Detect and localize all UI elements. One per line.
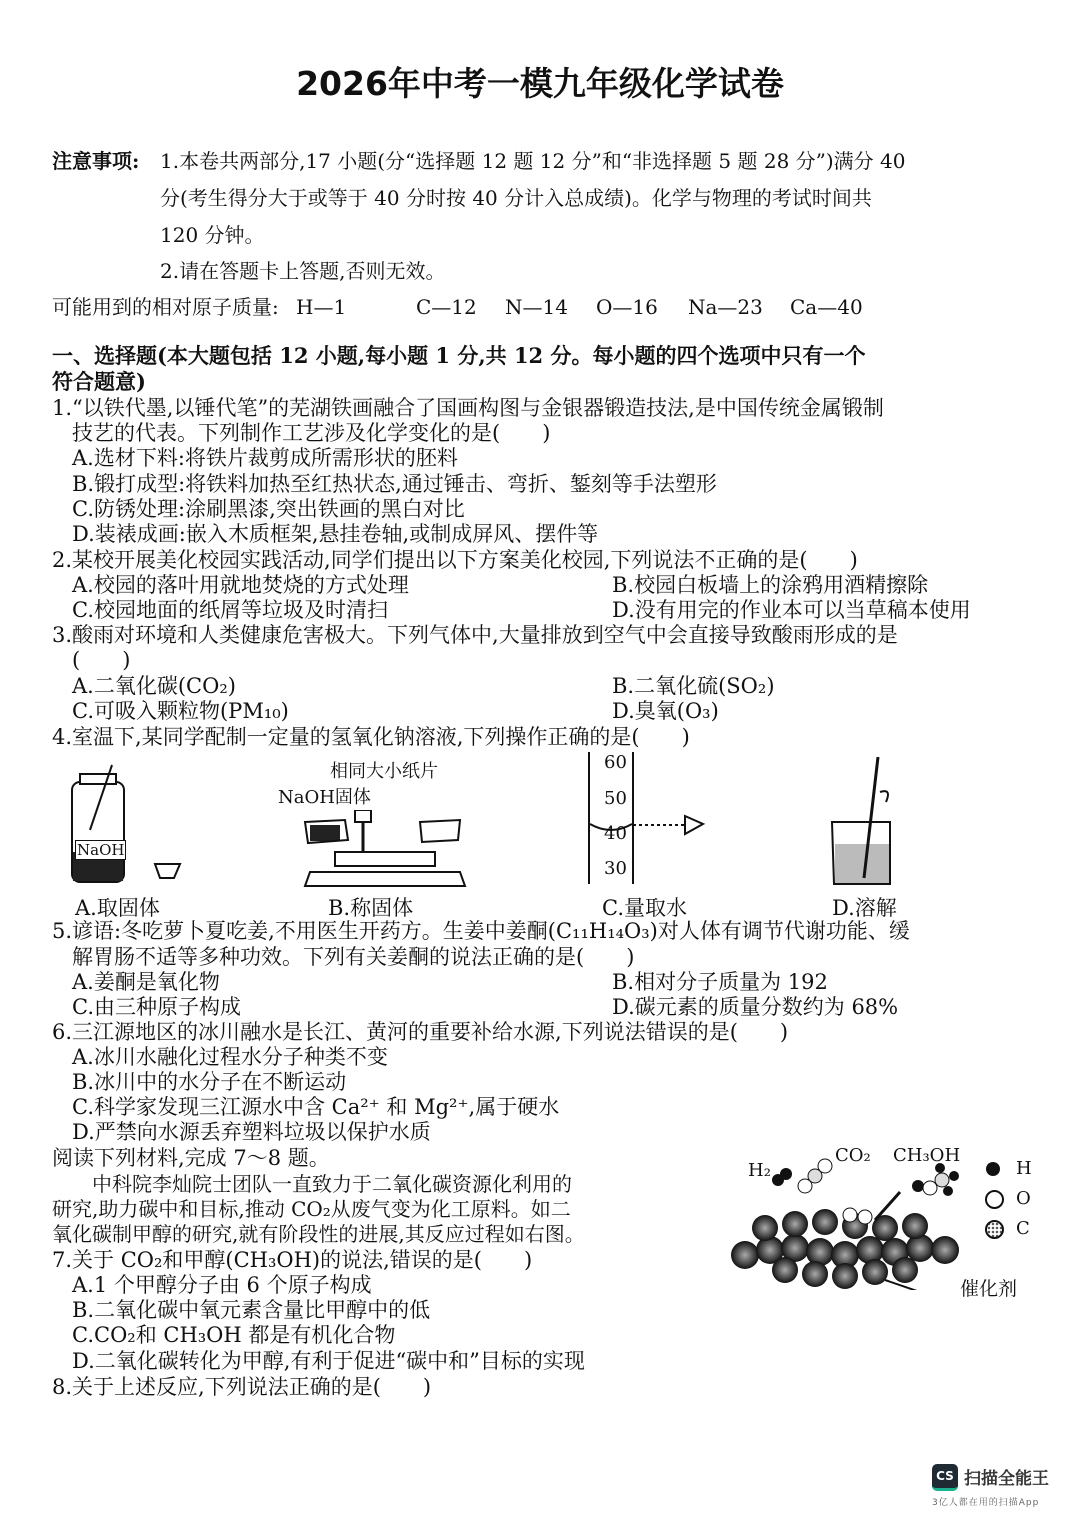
carbon-legend-icon — [985, 1220, 1004, 1239]
notes-item2: 2.请在答题卡上答题,否则无效。 — [160, 259, 446, 283]
hydrogen-legend-icon — [986, 1162, 1000, 1176]
question-6-stem: 6.三江源地区的冰川融水是长江、黄河的重要补给水源,下列说法错误的是( ) — [52, 1020, 789, 1044]
question-5-stem: 5.谚语:冬吃萝卜夏吃姜,不用医生开药方。生姜中姜酮(C₁₁H₁₄O₃)对人体有调节代谢功能、缓 — [52, 919, 910, 943]
question-3-option-a: A.二氧化碳(CO₂) — [72, 674, 236, 698]
question-5-stem: 解胃肠不适等多种功效。下列有关姜酮的说法正确的是( ) — [72, 945, 635, 969]
atomic-mass: C—12 — [416, 295, 477, 319]
paper-label: 相同大小纸片 — [330, 761, 438, 782]
beaker-figure — [828, 752, 908, 887]
question-6-option-c: C.科学家发现三江源水中含 Ca²⁺ 和 Mg²⁺,属于硬水 — [72, 1095, 560, 1119]
scanner-tagline: 3亿人都在用的扫描App — [932, 1498, 1040, 1508]
legend-o: O — [1016, 1188, 1031, 1209]
notes-item1-line: 120 分钟。 — [160, 223, 265, 247]
question-1-stem: 1.“以铁代墨,以锤代笔”的芜湖铁画融合了国画构图与金银器锻造技法,是中国传统金属锻制 — [52, 396, 884, 420]
question-7-option-b: B.二氧化碳中氧元素含量比甲醇中的低 — [72, 1298, 431, 1322]
question-2-option-b: B.校园白板墙上的涂鸦用酒精擦除 — [612, 573, 929, 597]
question-3-option-c: C.可吸入颗粒物(PM₁₀) — [72, 699, 289, 723]
question-5-option-b: B.相对分子质量为 192 — [612, 970, 828, 994]
scanner-logo-icon: CS — [932, 1464, 958, 1491]
question-3-option-d: D.臭氧(O₃) — [612, 699, 719, 723]
atomic-mass: Ca—40 — [790, 295, 863, 319]
question-3-option-b: B.二氧化硫(SO₂) — [612, 674, 775, 698]
question-1-option-c: C.防锈处理:涂刷黑漆,突出铁画的黑白对比 — [72, 497, 465, 521]
question-6-option-d: D.严禁向水源丢弃塑料垃圾以保护水质 — [72, 1120, 431, 1144]
jar-label: NaOH — [77, 841, 125, 859]
notes-item1-line: 分(考生得分大于或等于 40 分时按 40 分计入总成绩)。化学与物理的考试时间共 — [160, 186, 872, 210]
cylinder-tick: 50 — [604, 788, 627, 809]
question-2-stem: 2.某校开展美化校园实践活动,同学们提出以下方案美化校园,下列说法不正确的是( ) — [52, 548, 858, 572]
question-5-option-a: A.姜酮是氧化物 — [72, 970, 220, 994]
page-title: 2026年中考一模九年级化学试卷 — [296, 64, 784, 103]
q4-figure-c-label: C.量取水 — [602, 896, 687, 920]
catalyst-label: 催化剂 — [960, 1278, 1018, 1300]
question-1-stem: 技艺的代表。下列制作工艺涉及化学变化的是( ) — [72, 421, 551, 445]
legend-h: H — [1016, 1158, 1032, 1179]
question-7-option-c: C.CO₂和 CH₃OH 都是有机化合物 — [72, 1323, 396, 1347]
question-6-option-b: B.冰川中的水分子在不断运动 — [72, 1070, 347, 1094]
h2-label: H₂ — [748, 1160, 771, 1181]
question-2-option-c: C.校园地面的纸屑等垃圾及时清扫 — [72, 598, 388, 622]
question-5-option-c: C.由三种原子构成 — [72, 995, 241, 1019]
atomic-mass: H—1 — [296, 295, 347, 319]
atomic-mass: Na—23 — [688, 295, 763, 319]
question-7-option-a: A.1 个甲醇分子由 6 个原子构成 — [72, 1273, 372, 1297]
notes-item1-line: 1.本卷共两部分,17 小题(分“选择题 12 题 12 分”和“非选择题 5 题 28 分”)满分 40 — [160, 149, 906, 173]
question-3-stem: ( ) — [72, 648, 131, 672]
question-7-option-d: D.二氧化碳转化为甲醇,有利于促进“碳中和”目标的实现 — [72, 1349, 585, 1373]
cylinder-tick: 40 — [604, 823, 627, 844]
q4-figure-b-label: B.称固体 — [328, 896, 414, 920]
reading-line: 氧化碳制甲醇的研究,就有阶段性的进展,其反应过程如右图。 — [52, 1222, 585, 1246]
reading-line: 中科院李灿院士团队一直致力于二氧化碳资源化利用的 — [52, 1172, 572, 1196]
section-heading: 符合题意) — [52, 369, 146, 394]
q4-figure-d-label: D.溶解 — [832, 896, 897, 920]
section-heading: 一、选择题(本大题包括 12 小题,每小题 1 分,共 12 分。每小题的四个选项中只有一个 — [52, 343, 866, 368]
question-5-option-d: D.碳元素的质量分数约为 68% — [612, 995, 899, 1019]
reading-line: 研究,助力碳中和目标,推动 CO₂从废气变为化工原料。如二 — [52, 1197, 571, 1221]
question-8-stem: 8.关于上述反应,下列说法正确的是( ) — [52, 1375, 432, 1399]
q4-figure-a-label: A.取固体 — [75, 896, 160, 920]
notes-label: 注意事项: — [52, 149, 140, 173]
oxygen-legend-icon — [985, 1190, 1004, 1209]
reading-intro: 阅读下列材料,完成 7～8 题。 — [52, 1146, 330, 1170]
atomic-mass: N—14 — [505, 295, 568, 319]
question-2-option-d: D.没有用完的作业本可以当草稿本使用 — [612, 598, 971, 622]
naoh-solid-label: NaOH固体 — [278, 787, 371, 808]
question-3-stem: 3.酸雨对环境和人类健康危害极大。下列气体中,大量排放到空气中会直接导致酸雨形成的是 — [52, 623, 898, 647]
question-1-option-d: D.装裱成画:嵌入木质框架,悬挂卷轴,或制成屏风、摆件等 — [72, 522, 599, 546]
scanner-name: 扫描全能王 — [964, 1469, 1049, 1489]
ch3oh-label: CH₃OH — [893, 1145, 961, 1166]
question-4-stem: 4.室温下,某同学配制一定量的氢氧化钠溶液,下列操作正确的是( ) — [52, 725, 690, 749]
cylinder-tick: 60 — [604, 752, 627, 773]
balance-figure — [300, 810, 470, 890]
cylinder-tick: 30 — [604, 858, 627, 879]
question-7-stem: 7.关于 CO₂和甲醇(CH₃OH)的说法,错误的是( ) — [52, 1248, 533, 1272]
atomic-mass: O—16 — [596, 295, 658, 319]
question-6-option-a: A.冰川水融化过程水分子种类不变 — [72, 1045, 388, 1069]
co2-label: CO₂ — [835, 1145, 871, 1166]
atomic-mass-label: 可能用到的相对原子质量: — [52, 295, 279, 319]
question-1-option-b: B.锻打成型:将铁料加热至红热状态,通过锤击、弯折、錾刻等手法塑形 — [72, 472, 717, 496]
reagent-bottle-figure — [60, 760, 190, 890]
question-2-option-a: A.校园的落叶用就地焚烧的方式处理 — [72, 573, 409, 597]
question-1-option-a: A.选材下料:将铁片裁剪成所需形状的胚料 — [72, 446, 458, 470]
legend-c: C — [1016, 1218, 1030, 1239]
